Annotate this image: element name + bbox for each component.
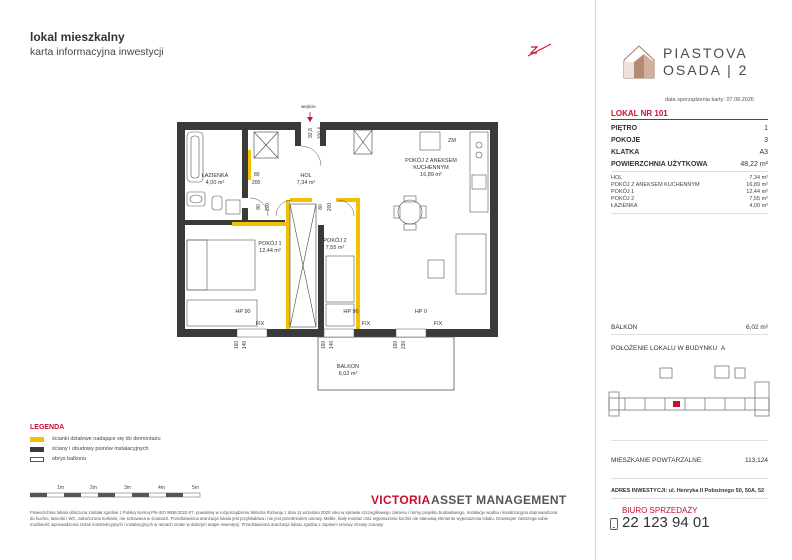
divider	[611, 171, 768, 172]
phone-icon	[609, 518, 619, 530]
hp-label-1: HP 90	[235, 309, 251, 315]
unit-marker	[673, 401, 680, 407]
scale-label: 1m	[57, 485, 64, 491]
hp-label-3: HP 0	[414, 309, 428, 315]
sales-office-label: BIURO SPRZEDAŻY	[622, 506, 698, 515]
balcony-plan-label: BALKON 6,02 m²	[336, 364, 360, 377]
divider	[611, 440, 768, 441]
logo-line2: OSADA | 2	[663, 62, 749, 78]
legend-item: ścianki działowe nadające się do demontażu	[30, 436, 161, 442]
fix-label-2: FIX	[361, 321, 371, 327]
dim-bath-a: 80	[254, 172, 260, 178]
building-position-map	[605, 358, 777, 428]
dim-win2-b: 140	[329, 340, 336, 350]
divider	[611, 498, 768, 499]
dim-door1-a: 80	[255, 204, 262, 210]
dim-win2-a: 160	[321, 340, 328, 350]
dim-win1-a: 160	[234, 340, 241, 350]
info-row-floor: PIĘTRO 1	[611, 125, 768, 132]
legend-item: obrys balkonu	[30, 456, 86, 462]
hol-label: HOL 7,34 m²	[296, 173, 316, 186]
company-name-asset: ASSET MANAGEMENT	[431, 493, 567, 507]
legend-swatch	[30, 437, 44, 442]
dim-entry-a: 92,8	[307, 128, 314, 138]
room2-label: POKÓJ 2 7,55 m²	[323, 238, 347, 251]
dim-win3-a: 160	[393, 340, 400, 350]
fix-label-3: FIX	[433, 321, 443, 327]
north-arrow-icon	[525, 38, 555, 60]
page-title: lokal mieszkalny	[30, 30, 125, 44]
logo-line1: PIASTOVA	[663, 45, 748, 61]
legend-swatch	[30, 447, 44, 452]
room-row-bath: ŁAZIENKA 4,00 m²	[611, 203, 768, 209]
dim-door1-b: 200	[265, 202, 272, 212]
company-name-victoria: VICTORIA	[371, 493, 431, 507]
entrance-label: wejście	[301, 104, 316, 109]
dim-door2-b: 200	[327, 202, 334, 212]
info-row-staircase: KLATKA A3	[611, 149, 768, 156]
legend-swatch	[30, 457, 44, 462]
info-panel	[595, 0, 792, 560]
info-row-area: POWIERZCHNIA UŻYTKOWA 48,22 m²	[611, 161, 768, 168]
divider	[611, 334, 768, 335]
divider	[611, 478, 768, 479]
footnote: Powierzchnia lokalu obliczona została zgodnie z Polską Normą PN-ISO 9836:2022-07, powołaną w rozporządzeniu Ministra Rozwoju z dnia 11 września 2020 roku w sprawie szczegółowego zakresu i formy projektu budowlanego. Instalacje wodna i kanalizacyjna doprowadzona do kuchni, łazienki i WC, zakończona korkami, nie schowana w ścianach. Przedstawiona aranżacja lokalu jest przykładowa i nie jest przedmiotem umowy. Meble, biały montaż oraz wyposażenie kuchni nie stanowią elementu wyposażenia lokalu. Deweloper zastrzega sobie możliwość wprowadzenia zmian konstrukcyjnych i instalacyjnych w ramach zmian w dalszym etapie inwestycji. Przedstawiona aranżacja lokalu zgodna z zapisem umowy zmowy zonowy.	[30, 510, 558, 528]
repeatable-row: MIESZKANIE POWTARZALNE: 113,124	[611, 457, 768, 464]
divider	[611, 213, 768, 214]
legend-title: LEGENDA	[30, 424, 65, 431]
scale-label: 5m	[192, 485, 199, 491]
bath-label: ŁAZIENKA 4,00 m²	[201, 173, 229, 186]
scale-label: 2m	[90, 485, 97, 491]
room-row-kitchen: POKÓJ Z ANEKSEM KUCHENNYM 16,89 m²	[611, 182, 768, 188]
scale-label: 4m	[158, 485, 165, 491]
room1-label: POKÓJ 1 12,44 m²	[258, 241, 282, 254]
hp-label-2: HP 90	[343, 309, 359, 315]
balcony-row: BALKON 6,02 m²	[611, 324, 768, 331]
dim-win3-b: 230	[401, 340, 408, 350]
piastova-logo-icon	[622, 42, 656, 80]
divider	[611, 119, 768, 120]
room-row-room1: POKÓJ 1 12,44 m²	[611, 189, 768, 195]
kitchen-label: POKÓJ Z ANEKSEM KUCHENNYM 16,89 m²	[405, 158, 457, 178]
room-row-hol: HOL 7,34 m²	[611, 175, 768, 181]
dim-win1-b: 140	[242, 340, 249, 350]
address: ADRES INWESTYCJI: ul. Henryka II Pobożnego 50, 50A, 52	[611, 488, 765, 494]
legend-item: ściany i obudowy pionów instalacyjnych	[30, 446, 149, 452]
scale-label: 3m	[124, 485, 131, 491]
dim-bath-b: 200	[252, 180, 261, 186]
scale-bar	[30, 492, 202, 498]
room-row-room2: POKÓJ 2 7,55 m²	[611, 196, 768, 202]
dim-entry-b: 200,6	[317, 126, 324, 140]
dim-door2-a: 80	[317, 204, 324, 210]
fix-label-1: FIX	[255, 321, 265, 327]
lokal-number: LOKAL NR 101	[611, 109, 668, 118]
page-subtitle: karta informacyjna inwestycji	[30, 46, 164, 58]
card-date: data sporządzenia karty: 07.08.2026	[665, 97, 754, 103]
zm-label: ZM	[448, 138, 456, 144]
sales-phone[interactable]: 22 123 94 01	[622, 514, 710, 531]
building-position-label: POŁOŻENIE LOKALU W BUDYNKU A	[611, 345, 726, 352]
info-row-rooms: POKOJE 3	[611, 137, 768, 144]
